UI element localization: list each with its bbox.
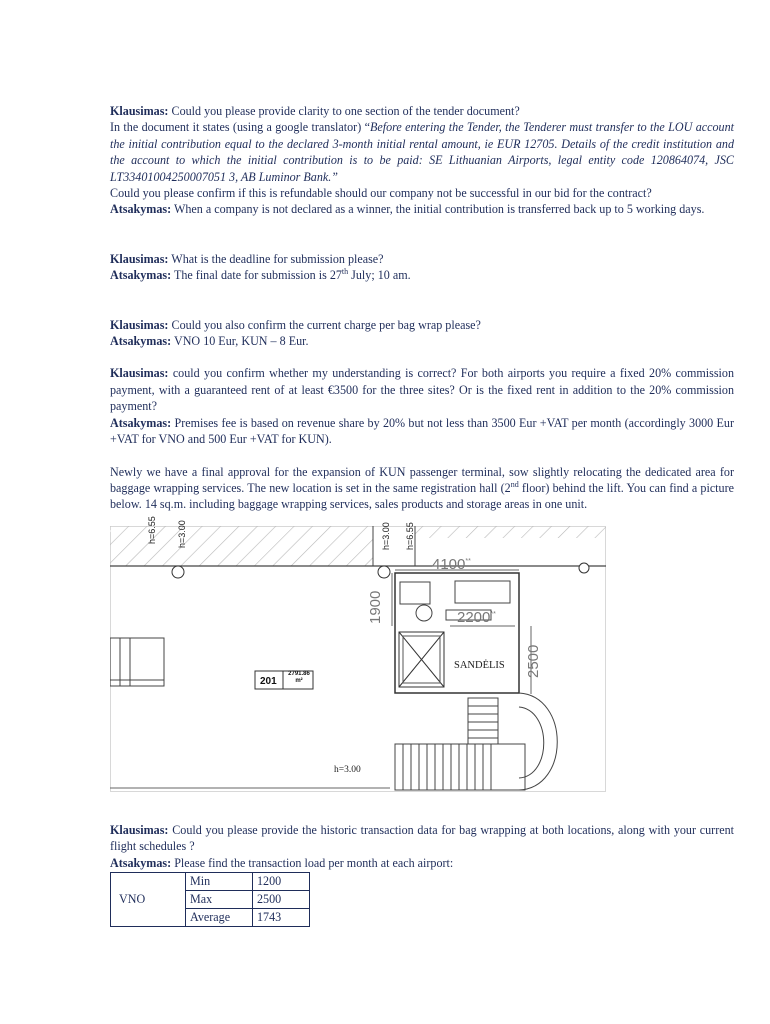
question-label: Klausimas: [110, 317, 169, 332]
answer-label: Atsakymas: [110, 268, 172, 283]
area-value: 2791.86 [288, 670, 310, 677]
dimension-value: 2200 [457, 608, 491, 626]
ordinal-suffix: th [341, 267, 349, 277]
answer-text: When a company is not declared as a winner, the initial contribution is transferred back up to 5 working days. [173, 202, 705, 217]
question-text: Could you please provide clarity to one section of the tender document? [171, 104, 520, 118]
qa-block-2 [110, 251, 734, 284]
dimension-suffix: ** [490, 610, 496, 618]
height-label: h=6.55 [405, 521, 415, 550]
question-text: Could you please provide the historic transaction data for bag wrapping at both locations, along with your current flight schedules ? [110, 822, 734, 854]
question-text: What is the deadline for submission please? [171, 251, 384, 266]
relocation-note [110, 464, 734, 513]
document-body [110, 103, 734, 927]
qa-block-5 [110, 822, 734, 871]
question-text: could you confirm whether my understanding is correct? For both airports you require a fixed 20% commission payment, with a guaranteed rent of at least €3500 for the three sites? Or is the fixed rent in addition to the 20% commission payment? [110, 366, 734, 414]
floor-plan [110, 515, 606, 792]
table-row [111, 872, 310, 890]
question-label: Klausimas: [110, 366, 169, 381]
value-cell: 1743 [253, 908, 310, 926]
height-label-bottom: h=3.00 [334, 764, 361, 775]
dimension-width [432, 557, 471, 573]
translated-quote: Before entering the Tender, the Tenderer must transfer to the LOU account the initial contribution equal to the declared 3-month initial rental amount, ie EUR 12705. Details of the credit institution and the account to which the initial contribution is to be paid: SE Lithuanian Airports, legal entity code 120864074, JSC LT33401004250007051 3, AB Luminor Bank.” [110, 120, 735, 184]
qa-block-3 [110, 317, 734, 350]
question-label: Klausimas: [110, 251, 169, 266]
answer-text-end: July; 10 am. [348, 268, 411, 283]
ordinal-suffix: nd [510, 479, 519, 489]
dimension-value: 4100 [432, 555, 466, 573]
translation-intro: In the document it states (using a google translator) “ [110, 120, 370, 135]
dimension-suffix: ** [465, 557, 471, 565]
value-cell: 2500 [253, 890, 310, 908]
qa-block-1 [110, 103, 734, 218]
question-text: Could you also confirm the current charge per bag wrap please? [171, 317, 481, 332]
note-text-end: floor) behind the lift. You can find a picture below. 14 sq.m. including baggage wrapping services, sales products and storage areas in one unit. [110, 480, 734, 512]
room-label: SANDĖLIS [454, 659, 505, 671]
value-cell: 1200 [253, 872, 310, 890]
answer-text: Premises fee is based on revenue share by 20% but not less than 3500 Eur +VAT per month (accordingly 3000 Eur +VAT for VNO and 500 Eur +VAT for KUN). [110, 415, 734, 447]
hatched-wall-right [415, 526, 606, 538]
metric-cell: Max [186, 890, 253, 908]
dimension-right: 2500 [525, 644, 542, 678]
answer-label: Atsakymas: [110, 855, 172, 870]
metric-cell: Min [186, 872, 253, 890]
transaction-table [110, 872, 310, 927]
column-marker [579, 563, 589, 573]
answer-text: VNO 10 Eur, KUN – 8 Eur. [173, 334, 309, 349]
question-label: Klausimas: [110, 104, 169, 118]
answer-label: Atsakymas: [110, 202, 172, 217]
metric-cell: Average [186, 908, 253, 926]
airport-cell: VNO [111, 872, 186, 926]
column-marker [172, 566, 184, 578]
dimension-left: 1900 [367, 590, 384, 624]
note-text: Newly we have a final approval for the expansion of KUN passenger terminal, sow slightly relocating the dedicated area for baggage wrapping services. The new location is set in the same registration hall (2 [110, 464, 734, 495]
qa-block-4 [110, 365, 734, 447]
area-unit: m² [295, 677, 303, 684]
column-marker [378, 566, 390, 578]
height-label: h=3.00 [381, 521, 391, 550]
refund-question: Could you please confirm if this is refundable should our company not be successful in our bid for the contract? [110, 186, 652, 201]
answer-label: Atsakymas: [110, 334, 172, 349]
answer-text: The final date for submission is 27 [173, 268, 342, 283]
answer-text: Please find the transaction load per month at each airport: [174, 855, 454, 870]
room-area [286, 671, 312, 685]
question-label: Klausimas: [110, 822, 169, 837]
dimension-inner [457, 610, 496, 626]
answer-label: Atsakymas: [110, 415, 172, 430]
height-label: h=3.00 [177, 519, 187, 548]
height-label: h=6.55 [147, 515, 157, 544]
room-number: 201 [260, 675, 277, 687]
